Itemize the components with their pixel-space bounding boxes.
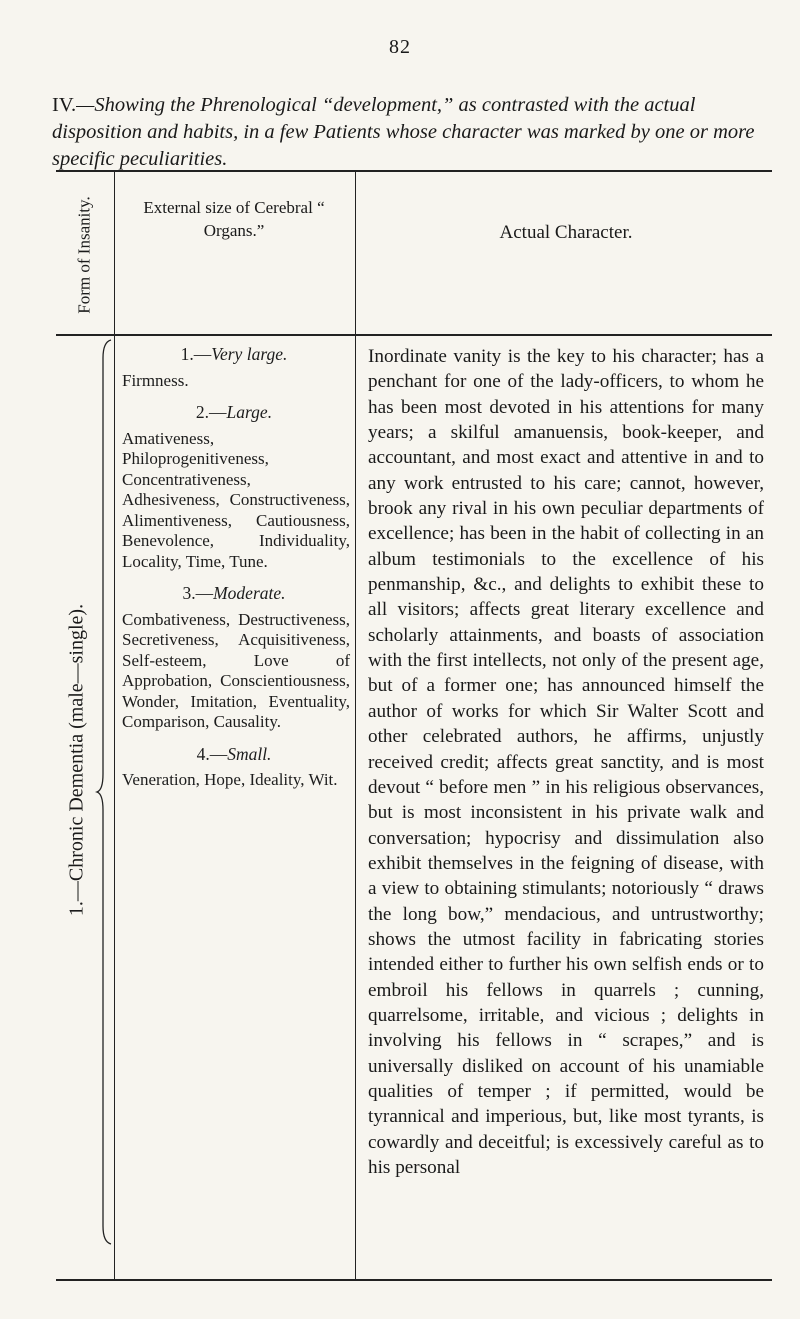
column-divider-2	[355, 170, 356, 1280]
size-heading-very-large: 1.—Very large.	[180, 344, 288, 364]
size-heading-moderate: 3.—Moderate.	[182, 583, 286, 603]
organs-list-moderate: Combativeness, Destructiveness, Secretiveness, Acquisitiveness, Self-esteem, Love of Approbation, Conscientiousness, Wonder, Imitation, Eventuality, Comparison, Causality.	[122, 609, 350, 731]
page-number: 82	[389, 36, 411, 58]
organs-list-very-large: Firmness.	[122, 370, 189, 390]
table-top-rule	[56, 170, 772, 172]
curly-brace	[95, 338, 115, 1246]
size-heading-large: 2.—Large.	[195, 402, 273, 422]
actual-character-text: Inordinate vanity is the key to his character; has a penchant for one of the lady-officers, to whom he has been most devoted in his attentions for many years; a skilful amanuensis, book-keeper, and accountant, and most exact and attentive in and to any work entrusted to his care; cannot, however, brook any rival in his own peculiar departments of excellence; has been in the habit of collecting in an album testimonials to the excellence of his penmanship, &c., and delights to exhibit these to all visitors; affects great literary excellence and scholarly attainments, and boasts of association with the first intellects, not only of the present age, but of a former one; has announced himself the author of works for which Sir Walter Scott and other celebrated authors, he affirms, unjustly received credit; affects great sanctity, and is most devout “ before men ” in his religious observances, but is most inconsistent in his private walk and conversation; hypocrisy and dissimulation also exhibit themselves in the feigning of disease, with a view to obtaining stimulants; notoriously “ draws the long bow,” mendacious, and untrustworthy; shows the utmost facility in fabricating stories intended either to further his own selfish ends or to embroil his fellows in quarrels ; cunning, quarrelsome, irritable, and vicious ; delights in involving his fellows in “ scrapes,” and is universally disliked on account of his unamiable qualities of temper ; if permitted, would be tyrannical and imperious, but, like most tyrants, is cowardly and deceitful; is excessively careful as to his personal	[368, 346, 764, 1178]
heading-text: —Showing the Phrenological “development,” as contrasted with the actual disposition and habits, in a few Patients whose character was marked by one or more specific peculiarities.	[52, 94, 755, 170]
size-heading-small: 4.—Small.	[196, 743, 272, 764]
table-bottom-rule	[56, 1279, 772, 1281]
form-of-insanity-label: 1.—Chronic Dementia (male—single).	[65, 603, 88, 917]
heading-roman-numeral: IV.	[52, 94, 77, 116]
header-form-of-insanity: Form of Insanity.	[74, 196, 94, 314]
organs-list-small: Veneration, Hope, Ideality, Wit.	[122, 770, 338, 789]
organs-column	[118, 344, 350, 802]
header-actual-character: Actual Character.	[499, 222, 633, 243]
table-heading	[52, 92, 772, 173]
organs-list-large: Amativeness, Philoprogenitiveness, Concentrativeness, Adhesiveness, Constructiveness, Alimentiveness, Cautiousness, Benevolence, Individuality, Locality, Time, Tune.	[122, 428, 350, 571]
header-bottom-rule	[56, 334, 772, 336]
header-cerebral-organs: External size of Cerebral “ Organs.”	[143, 198, 325, 240]
